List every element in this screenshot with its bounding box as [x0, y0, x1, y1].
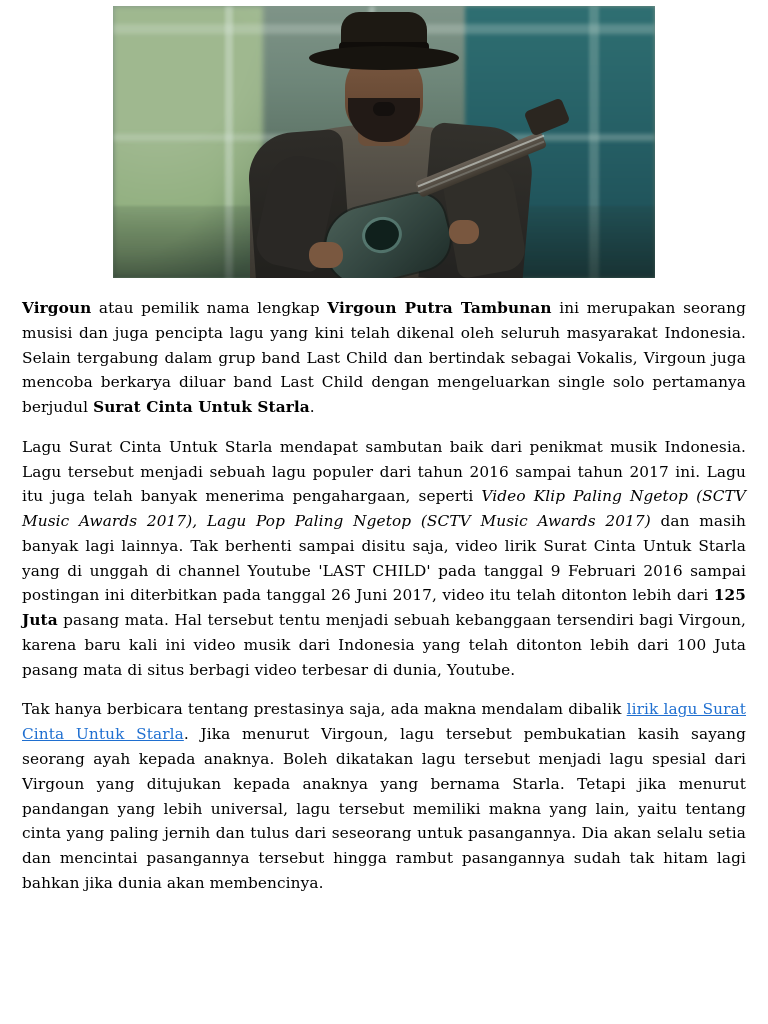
text-run: dan masih banyak lagi lainnya. Tak berhenti sampai disitu saja, video lirik Surat Cinta Untuk Starla yang di unggah di channel Youtube 'LAST CHILD' pada tanggal 9 Februari 2016 sampai postingan ini diterbitkan pada tanggal 26 Juni 2017, video itu telah ditonton lebih dari [22, 512, 746, 605]
paragraph-1 [22, 296, 746, 420]
text-run: . Jika menurut Virgoun, lagu tersebut pembukatian kasih sayang seorang ayah kepada anaknya. Boleh dikatakan lagu tersebut menjadi lagu spesial dari Virgoun yang ditujukan kepada anaknya yang bernama Starla. Tetapi jika menurut pandangan yang lebih universal, lagu tersebut memiliki makna yang lain, yaitu tentang cinta yang paling jernih dan tulus dari seseorang untuk pasangannya. Dia akan selalu setia dan mencintai pasangannya tersebut hingga rambut pasangannya sudah tak hitam lagi bahkan jika dunia akan membencinya. [22, 725, 746, 892]
emphasis-italic: Video Klip Paling Ngetop (SCTV Music Awards 2017), Lagu Pop Paling Ngetop (SCTV Music Awards 2017) [22, 487, 746, 531]
emphasis-bold: Virgoun [22, 299, 92, 317]
hero-image-container [22, 0, 746, 278]
text-run: atau pemilik nama lengkap [91, 299, 328, 317]
inline-link-lyrics[interactable]: lirik lagu Surat Cinta Untuk Starla [22, 700, 746, 744]
text-run: Lagu Surat Cinta Untuk Starla mendapat sambutan baik dari penikmat musik Indonesia. Lagu tersebut menjadi sebuah lagu populer dari tahun 2016 sampai tahun 2017 ini. Lagu itu juga telah banyak menerima pengahargaan, seperti [22, 437, 746, 506]
text-run: ini merupakan seorang musisi dan juga pencipta lagu yang kini telah dikenal oleh seluruh masyarakat Indonesia. Selain tergabung dalam grup band Last Child dan bertindak sebagai Vokalis, Virgoun juga mencoba berkarya diluar band Last Child dengan mengeluarkan single solo pertamanya berjudul [22, 299, 746, 417]
musician-hat-brim [309, 46, 459, 70]
text-run: pasang mata. Hal tersebut tentu menjadi sebuah kebanggaan tersendiri bagi Virgoun, karena baru kali ini video musik dari Indonesia yang telah ditonton lebih dari 100 Juta pasang mata di situs berbagi video terbesar di dunia, Youtube. [22, 611, 746, 679]
emphasis-bold: Virgoun Putra Tambunan [327, 299, 552, 317]
musician-hand-fretting [449, 220, 479, 244]
article-body [22, 278, 746, 896]
musician-mouth [373, 102, 395, 116]
paragraph-3 [22, 697, 746, 895]
article-hero-image [113, 6, 655, 278]
hero-musician-figure [113, 6, 655, 278]
musician-hand-strumming [309, 242, 343, 268]
emphasis-bold: 125 Juta [22, 586, 746, 630]
text-run: . [309, 398, 315, 417]
emphasis-bold: Surat Cinta Untuk Starla [93, 398, 310, 417]
paragraph-2 [22, 435, 746, 683]
text-run: Tak hanya berbicara tentang prestasinya saja, ada makna mendalam dibalik [22, 700, 627, 719]
guitar-headstock [524, 97, 571, 136]
